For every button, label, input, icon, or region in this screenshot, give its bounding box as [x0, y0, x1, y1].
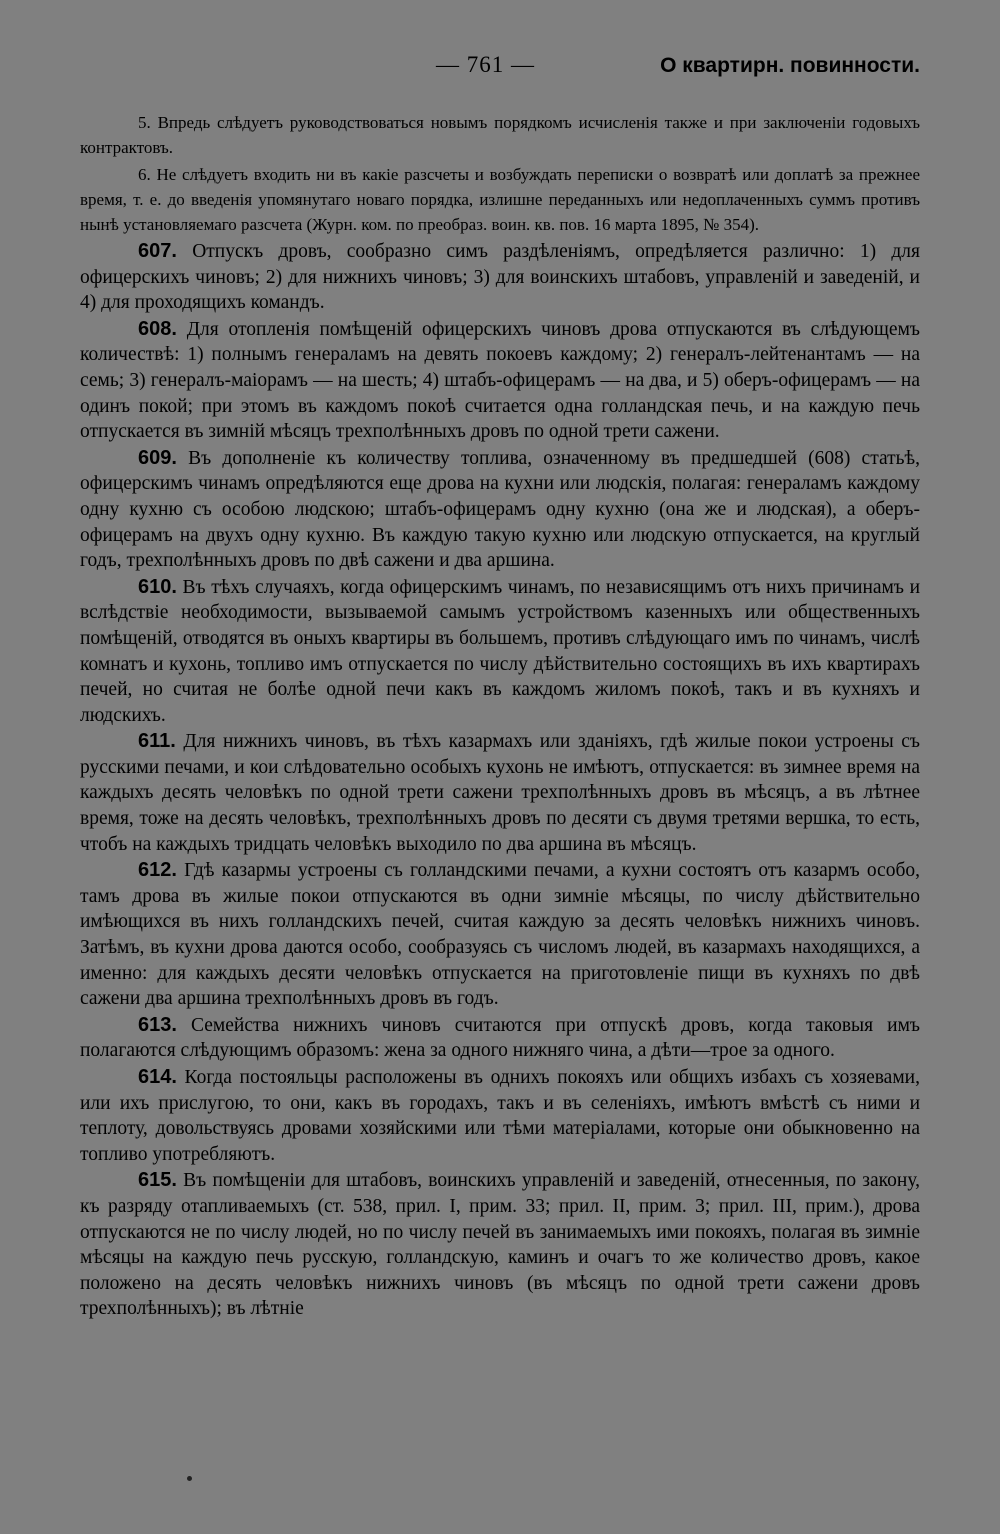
article-number: 612.: [138, 859, 177, 882]
article-text: Для отопленія помѣщеній офицерскихъ чиновъ дрова отпускаются въ слѣдующемъ количествѣ: 1) полнымъ генераламъ на девять покоевъ каждому; 2) генералъ-лейтенантамъ — на семь; 3) генералъ-маіорамъ — на шесть; 4) штабъ-офицерамъ — на два, и 5) оберъ-офицерамъ — на одинъ покой; при этомъ въ каждомъ покоѣ считается одна голландская печь, и на каждую печь отпускается въ зимній мѣсяцъ трехполѣнныхъ дровъ по одной трети сажени.: [80, 318, 920, 443]
article-609: [80, 446, 920, 574]
article-614: [80, 1065, 920, 1167]
ink-speck: [187, 1476, 192, 1481]
notes-section: [80, 110, 920, 237]
article-613: [80, 1013, 920, 1064]
article-text: Когда постояльцы расположены въ однихъ покояхъ или общихъ избахъ съ хозяевами, или ихъ прислугою, то они, какъ въ городахъ, такъ и въ селеніяхъ, имѣютъ вмѣстѣ съ ними и теплоту, довольствуясь дровами хозяйскими или тѣми матеріалами, которые они обыкновенно на топливо употребляютъ.: [80, 1067, 920, 1165]
article-number: 613.: [138, 1013, 177, 1036]
article-610: [80, 575, 920, 729]
article-text: Въ тѣхъ случаяхъ, когда офицерскимъ чинамъ, по независящимъ отъ нихъ причинамъ и вслѣдствіе необходимости, вызываемой самымъ устройствомъ казенныхъ или общественныхъ помѣщеній, отводятся въ оныхъ квартиры въ большемъ, противъ слѣдующаго имъ по чинамъ, числѣ комнатъ и кухонь, топливо имъ отпускается по числу дѣйствительно состоящихъ въ ихъ квартирахъ печей, но считая не болѣе одной печи какъ въ каждомъ жиломъ покоѣ, такъ и въ кухняхъ и людскихъ.: [80, 576, 921, 726]
article-text: Гдѣ казармы устроены съ голландскими печами, а кухни состоятъ отъ казармъ особо, тамъ дрова въ жилые покои отпускаются въ одни зимніе мѣсяцы, по числу дѣйствительно имѣющихся въ нихъ голландскихъ печей, считая каждую за десять человѣкъ нижнихъ чиновъ. Затѣмъ, въ кухни дрова даются особо, сообразуясь съ числомъ людей, въ казармахъ находящихся, а именно: для каждыхъ десяти человѣкъ отпускается на приготовленіе пищи въ кухняхъ по двѣ сажени два аршина трехполѣнныхъ дровъ въ годъ.: [80, 860, 921, 1010]
article-text: Семейства нижнихъ чиновъ считаются при отпускѣ дровъ, когда таковыя имъ полагаются слѣдующимъ образомъ: жена за одного нижняго чина, а дѣти—трое за одного.: [80, 1014, 921, 1062]
article-text: Въ помѣщеніи для штабовъ, воинскихъ управленій и заведеній, отнесенныя, по закону, къ разряду отапливаемыхъ (ст. 538, прил. I, прим. 33; прил. II, прим. 3; прил. III, прим.), дрова отпускаются не по числу людей, но по числу печей въ занимаемыхъ ими покояхъ, полагая въ зимніе мѣсяцы на каждую печь русскую, голландскую, каминъ и очагъ то же количество дровъ, какое положено на десять человѣкъ нижнихъ чиновъ (въ мѣсяцъ по одной трети сажени дровъ трехполѣнныхъ); въ лѣтніе: [80, 1170, 920, 1320]
article-number: 609.: [138, 446, 177, 469]
article-number: 607.: [138, 240, 177, 262]
article-615: [80, 1168, 920, 1322]
running-title: О квартирн. повинности.: [660, 54, 920, 77]
page-number: — 761 —: [436, 52, 535, 77]
body-text: [80, 110, 920, 1323]
note-paragraph: 5. Впредь слѣдуетъ руководствоваться новымъ порядкомъ исчисленія также и при заключеніи годовыхъ контрактовъ.: [80, 113, 920, 157]
article-number: 614.: [138, 1066, 177, 1088]
article-text: Въ дополненіе къ количеству топлива, означенному въ предшедшей (608) статьѣ, офицерскимъ чинамъ опредѣляются еще дрова на кухни или людскія, полагая: генераламъ каждому одну кухню съ особою людскою; штабъ-офицерамъ одну кухню (она же и людская), а оберъ-офицерамъ на двухъ одну кухню. Въ каждую такую кухню или людскую отпускается, на круглый годъ, трехполѣнныхъ дровъ по двѣ сажени и два аршина.: [80, 447, 920, 572]
article-number: 610.: [138, 575, 177, 598]
page-header: [0, 52, 1000, 92]
article-608: [80, 317, 920, 445]
article-number: 611.: [138, 730, 176, 753]
article-number: 608.: [138, 317, 177, 340]
article-611: [80, 729, 920, 857]
article-number: 615.: [138, 1169, 177, 1192]
article-text: Для нижнихъ чиновъ, въ тѣхъ казармахъ или зданіяхъ, гдѣ жилые покои устроены съ русскими печами, и кои слѣдовательно особыхъ кухонь не имѣютъ, отпускается: въ зимнее время на каждыхъ десять человѣкъ по одной трети сажени трехполѣнныхъ дровъ въ мѣсяцъ, а въ лѣтнее время, тоже на десять человѣкъ, трехполѣнныхъ дровъ по десяти съ двумя третями вершка, то есть, чтобъ на каждыхъ тридцать человѣкъ выходило по два аршина въ мѣсяцъ.: [80, 731, 920, 855]
note-paragraph: 6. Не слѣдуетъ входить ни въ какіе разсчеты и возбуждать переписки о возвратѣ или доплатѣ за прежнее время, т. е. до введенія упомянутаго новаго порядка, излишне переданныхъ или недоплаченныхъ суммъ противъ нынѣ установляемаго разсчета (Журн. ком. по преобраз. воин. кв. пов. 16 марта 1895, № 354).: [80, 165, 920, 234]
article-612: [80, 858, 920, 1012]
article-607: [80, 239, 920, 316]
article-text: Отпускъ дровъ, сообразно симъ раздѣленіямъ, опредѣляется различно: 1) для офицерскихъ чиновъ; 2) для нижнихъ чиновъ; 3) для воинскихъ штабовъ, управленій и заведеній, и 4) для проходящихъ командъ.: [80, 241, 921, 314]
